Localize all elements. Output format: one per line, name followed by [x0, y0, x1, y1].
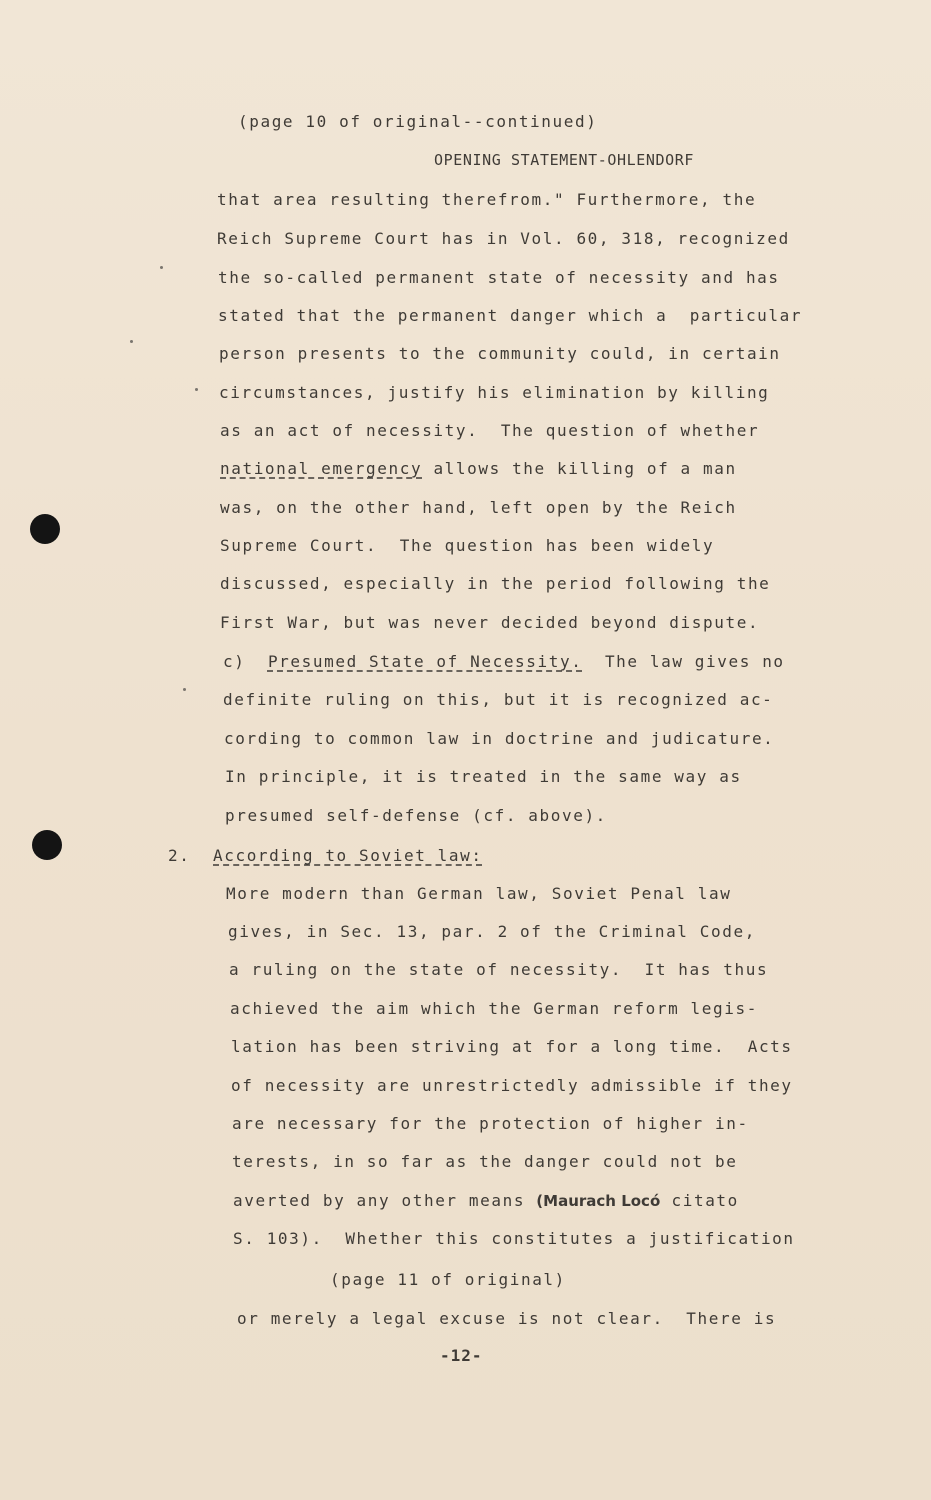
page-number: -12- — [440, 1346, 483, 1365]
text-line-start: averted by any other means — [233, 1191, 526, 1210]
text-line: presumed self-defense (cf. above). — [225, 806, 607, 825]
speck — [160, 266, 163, 269]
page-note-mid: (page 11 of original) — [330, 1270, 566, 1289]
text-line: More modern than German law, Soviet Penal law — [226, 884, 732, 903]
text-line: are necessary for the protection of higher in- — [232, 1114, 749, 1133]
text-line: person presents to the community could, in certain — [219, 344, 781, 363]
speck — [183, 688, 186, 691]
text-line: as an act of necessity. The question of whether — [220, 421, 760, 440]
subsection-c — [223, 652, 785, 672]
text-line: achieved the aim which the German reform legis- — [230, 999, 758, 1018]
text-line: a ruling on the state of necessity. It has thus — [229, 960, 769, 979]
text-line — [220, 459, 737, 479]
underlined-term: national emergency — [220, 459, 423, 478]
binder-hole-bottom — [32, 830, 62, 860]
section-2-title: According to Soviet law: — [213, 846, 483, 865]
text-line: discussed, especially in the period following the — [220, 574, 771, 593]
text-line: definite ruling on this, but it is recognized ac- — [223, 690, 774, 709]
citation-handwritten: (Maurach Locó — [536, 1192, 661, 1210]
text-line: that area resulting therefrom." Furthermore, the — [217, 190, 757, 209]
text-line: cording to common law in doctrine and judicature. — [224, 729, 775, 748]
text-line: or merely a legal excuse is not clear. There is — [237, 1309, 777, 1328]
text-line: terests, in so far as the danger could not be — [232, 1152, 738, 1171]
text-line: gives, in Sec. 13, par. 2 of the Criminal Code, — [228, 922, 756, 941]
text-line: Supreme Court. The question has been widely — [220, 536, 715, 555]
text-line: of necessity are unrestrictedly admissible if they — [231, 1076, 793, 1095]
text-line: stated that the permanent danger which a particular — [218, 306, 803, 325]
text-line: lation has been striving at for a long time. Acts — [231, 1037, 793, 1056]
section-2-number: 2. — [168, 846, 191, 865]
speck — [130, 340, 133, 343]
page-note-top: (page 10 of original--continued) — [238, 112, 598, 131]
text-line: S. 103). Whether this constitutes a justification — [233, 1229, 795, 1248]
text-line-rest: allows the killing of a man — [433, 459, 737, 478]
text-line: In principle, it is treated in the same way as — [225, 767, 742, 786]
text-line — [233, 1191, 739, 1211]
speck — [195, 388, 198, 391]
text-line-end: citato — [671, 1191, 739, 1210]
text-line: the so-called permanent state of necessity and has — [218, 268, 780, 287]
subsection-label: c) — [223, 652, 246, 671]
text-line: circumstances, justify his elimination by killing — [219, 383, 770, 402]
document-heading: OPENING STATEMENT-OHLENDORF — [434, 151, 695, 169]
subsection-rest: The law gives no — [604, 652, 785, 671]
text-line: Reich Supreme Court has in Vol. 60, 318, recognized — [217, 229, 790, 248]
subsection-title: Presumed State of Necessity. — [267, 652, 583, 671]
text-line: was, on the other hand, left open by the Reich — [220, 498, 737, 517]
binder-hole-top — [30, 514, 60, 544]
text-line: First War, but was never decided beyond dispute. — [220, 613, 760, 632]
